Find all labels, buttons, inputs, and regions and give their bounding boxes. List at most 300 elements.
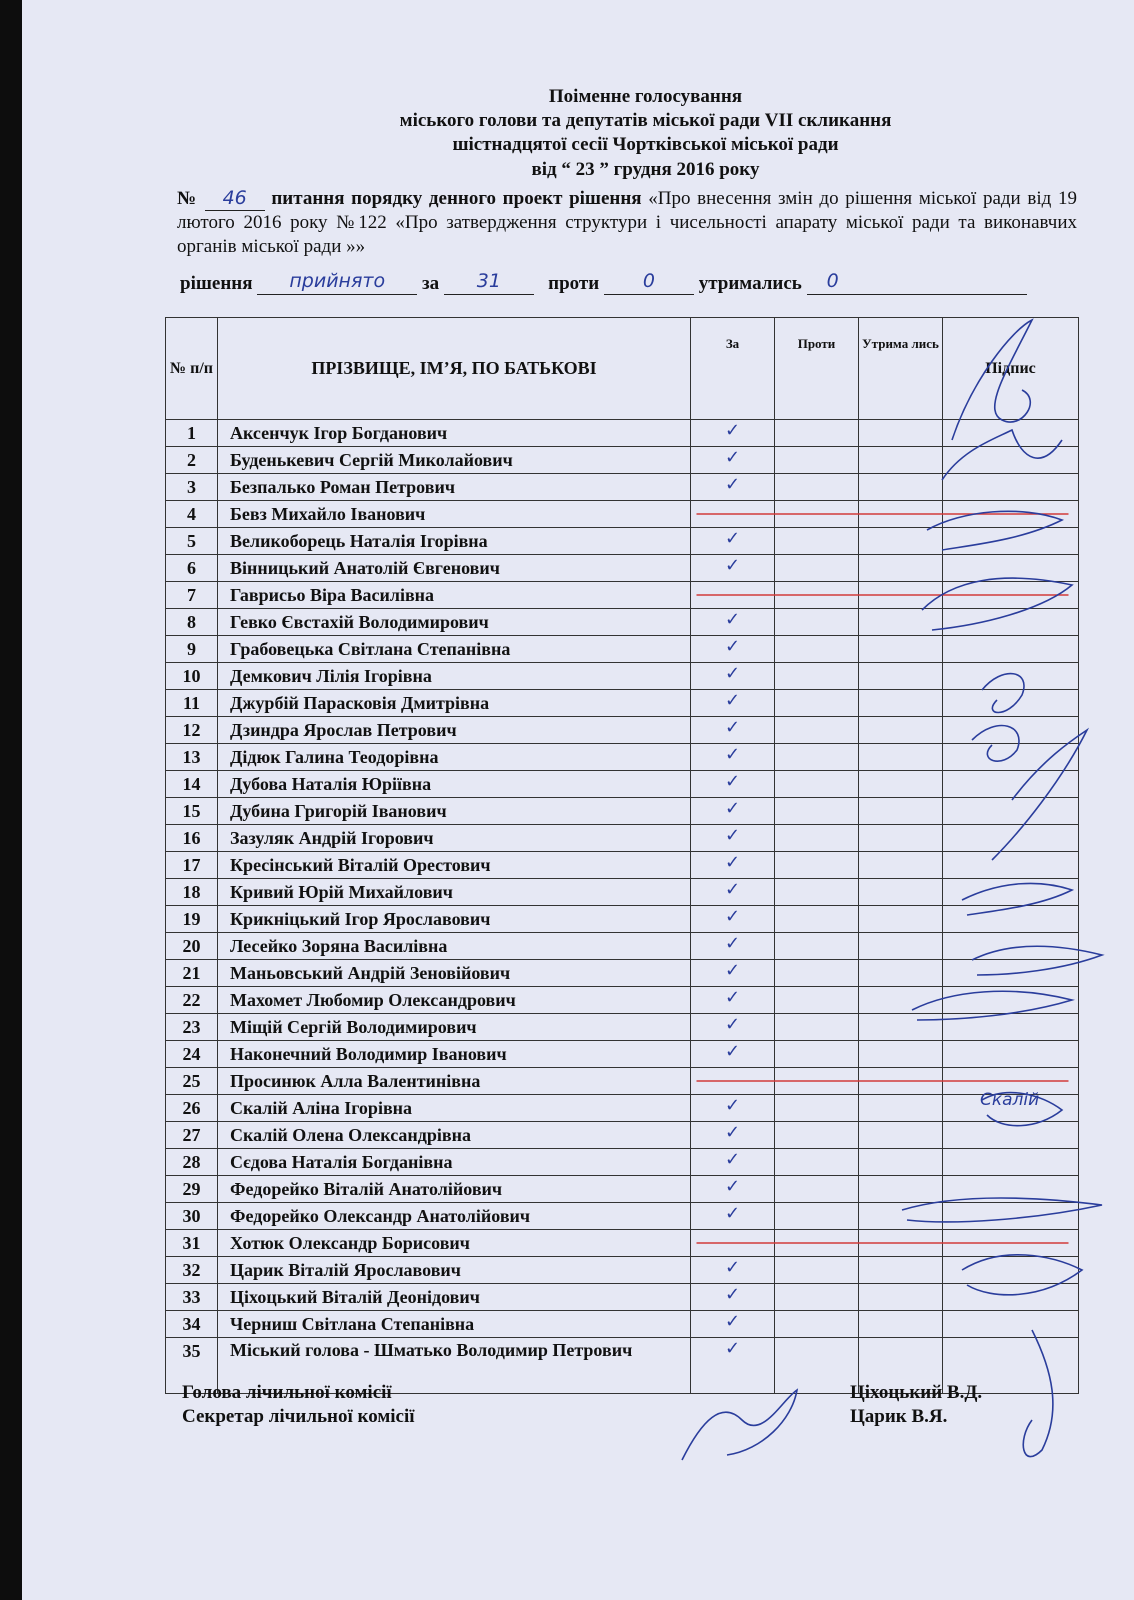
row-vote-against [775, 1257, 859, 1284]
question-number-label: № [177, 188, 199, 209]
decision-field: прийнято [257, 270, 417, 295]
row-vote-abstain [859, 879, 943, 906]
row-signature [943, 1041, 1079, 1068]
table-row [166, 987, 1079, 1014]
check-mark-icon: ✓ [724, 1284, 741, 1305]
row-vote-abstain [859, 1311, 943, 1338]
table-row [166, 690, 1079, 717]
row-number: 27 [166, 1122, 218, 1149]
row-signature [943, 1203, 1079, 1230]
row-vote-for [691, 852, 775, 879]
row-name: Гаврисьо Віра Василівна [218, 582, 691, 609]
row-signature [943, 906, 1079, 933]
check-mark-icon: ✓ [724, 798, 741, 819]
check-mark-icon: ✓ [724, 663, 741, 684]
row-vote-for [691, 663, 775, 690]
row-vote-against [775, 933, 859, 960]
signature-chair [682, 1390, 797, 1460]
row-vote-abstain [859, 1230, 943, 1257]
row-name: Царик Віталій Ярославович [218, 1257, 691, 1284]
row-number: 18 [166, 879, 218, 906]
check-mark-icon: ✓ [724, 1014, 741, 1035]
row-name: Міщій Сергій Володимирович [218, 1014, 691, 1041]
table-row [166, 663, 1079, 690]
table-row [166, 501, 1079, 528]
row-name: Демкович Лілія Ігорівна [218, 663, 691, 690]
row-number: 3 [166, 474, 218, 501]
row-vote-against [775, 555, 859, 582]
header-for: За [691, 318, 775, 420]
row-vote-for [691, 1230, 775, 1257]
doc-subtitle: міського голови та депутатів міської ради VII скликання [399, 110, 892, 131]
row-vote-abstain [859, 960, 943, 987]
row-signature [943, 582, 1079, 609]
row-vote-against [775, 987, 859, 1014]
table-row [166, 852, 1079, 879]
row-vote-against [775, 1311, 859, 1338]
row-number: 34 [166, 1311, 218, 1338]
row-vote-against [775, 1176, 859, 1203]
table-row [166, 447, 1079, 474]
row-vote-abstain [859, 1068, 943, 1095]
table-row [166, 1176, 1079, 1203]
row-vote-for [691, 960, 775, 987]
doc-title: Поіменне голосування [548, 86, 743, 107]
row-vote-for [691, 555, 775, 582]
row-vote-abstain [859, 690, 943, 717]
row-vote-for [691, 420, 775, 447]
row-signature [943, 717, 1079, 744]
table-row [166, 960, 1079, 987]
table-row [166, 636, 1079, 663]
header-name: ПРІЗВИЩЕ, ІМ’Я, ПО БАТЬКОВІ [218, 318, 691, 420]
table-row [166, 609, 1079, 636]
row-number: 4 [166, 501, 218, 528]
row-signature [943, 960, 1079, 987]
secretary-name: Царик В.Я. [850, 1406, 948, 1427]
row-number: 19 [166, 906, 218, 933]
table-row [166, 798, 1079, 825]
secretary-label: Секретар лічильної комісії [182, 1406, 415, 1427]
row-name: Дідюк Галина Теодорівна [218, 744, 691, 771]
abstain-count-field: 0 [807, 270, 1027, 295]
decision-label: рішення [180, 273, 253, 294]
row-vote-for [691, 1122, 775, 1149]
row-vote-for [691, 1338, 775, 1394]
row-name: Маньовський Андрій Зеновійович [218, 960, 691, 987]
check-mark-icon: ✓ [724, 1338, 741, 1359]
row-signature [943, 1284, 1079, 1311]
check-mark-icon: ✓ [724, 1203, 741, 1224]
row-signature [943, 447, 1079, 474]
row-vote-abstain [859, 1149, 943, 1176]
row-number: 17 [166, 852, 218, 879]
check-mark-icon: ✓ [724, 1122, 741, 1143]
row-vote-for [691, 609, 775, 636]
row-vote-for [691, 744, 775, 771]
row-signature [943, 771, 1079, 798]
row-number: 23 [166, 1014, 218, 1041]
row-vote-against [775, 501, 859, 528]
doc-date: від “ 23 ” грудня 2016 року [531, 159, 760, 180]
row-name: Ціхоцький Віталій Деонідович [218, 1284, 691, 1311]
row-name: Крикніцький Ігор Ярославович [218, 906, 691, 933]
table-row [166, 1257, 1079, 1284]
row-vote-abstain [859, 744, 943, 771]
check-mark-icon: ✓ [724, 1095, 741, 1116]
row-vote-abstain [859, 852, 943, 879]
row-number: 12 [166, 717, 218, 744]
result-line [180, 270, 1080, 295]
for-label: за [422, 273, 440, 294]
row-signature [943, 663, 1079, 690]
row-vote-abstain [859, 474, 943, 501]
row-name: Скалій Олена Олександрівна [218, 1122, 691, 1149]
chair-label: Голова лічильної комісії [182, 1382, 392, 1403]
row-vote-against [775, 1041, 859, 1068]
row-vote-for [691, 879, 775, 906]
row-signature [943, 555, 1079, 582]
table-row [166, 1122, 1079, 1149]
row-vote-for [691, 528, 775, 555]
row-name: Гевко Євстахій Володимирович [218, 609, 691, 636]
row-vote-against [775, 960, 859, 987]
row-vote-for [691, 933, 775, 960]
row-vote-abstain [859, 906, 943, 933]
row-vote-for [691, 474, 775, 501]
row-signature [943, 1257, 1079, 1284]
check-mark-icon: ✓ [724, 825, 741, 846]
check-mark-icon: ✓ [724, 879, 741, 900]
row-vote-abstain [859, 1095, 943, 1122]
check-mark-icon: ✓ [724, 717, 741, 738]
row-vote-for [691, 447, 775, 474]
row-name: Наконечний Володимир Іванович [218, 1041, 691, 1068]
row-number: 31 [166, 1230, 218, 1257]
row-vote-abstain [859, 771, 943, 798]
row-signature [943, 690, 1079, 717]
row-vote-against [775, 744, 859, 771]
row-name: Безпалько Роман Петрович [218, 474, 691, 501]
check-mark-icon: ✓ [724, 1257, 741, 1278]
row-vote-for [691, 1149, 775, 1176]
row-vote-for [691, 1311, 775, 1338]
row-vote-abstain [859, 1041, 943, 1068]
row-vote-against [775, 474, 859, 501]
row-vote-for [691, 690, 775, 717]
row-vote-against [775, 1068, 859, 1095]
row-vote-abstain [859, 420, 943, 447]
row-vote-against [775, 1122, 859, 1149]
row-signature [943, 528, 1079, 555]
check-mark-icon: ✓ [724, 744, 741, 765]
row-vote-against [775, 1095, 859, 1122]
question-bold-text: питання порядку денного проект рішення [271, 188, 642, 209]
row-signature [943, 852, 1079, 879]
check-mark-icon: ✓ [724, 420, 741, 441]
row-signature [943, 825, 1079, 852]
check-mark-icon: ✓ [724, 474, 741, 495]
check-mark-icon: ✓ [724, 1176, 741, 1197]
row-vote-against [775, 1338, 859, 1394]
row-vote-for [691, 1257, 775, 1284]
table-row [166, 906, 1079, 933]
row-vote-abstain [859, 528, 943, 555]
row-name: Черниш Світлана Степанівна [218, 1311, 691, 1338]
row-vote-abstain [859, 1284, 943, 1311]
row-signature [943, 636, 1079, 663]
row-vote-for [691, 1041, 775, 1068]
row-vote-for [691, 501, 775, 528]
doc-session: шістнадцятої сесії Чортківської міської ради [452, 134, 839, 155]
check-mark-icon: ✓ [724, 906, 741, 927]
row-vote-abstain [859, 1014, 943, 1041]
check-mark-icon: ✓ [724, 1311, 741, 1332]
table-row [166, 1095, 1079, 1122]
row-signature [943, 1068, 1079, 1095]
row-signature [943, 1014, 1079, 1041]
row-signature [943, 1095, 1079, 1122]
signature-text-skaliy: Скалій [980, 1090, 1040, 1110]
row-name: Грабовецька Світлана Степанівна [218, 636, 691, 663]
table-row [166, 1311, 1079, 1338]
row-signature [943, 501, 1079, 528]
row-signature [943, 1176, 1079, 1203]
table-row [166, 1230, 1079, 1257]
question-text: «Про внесення змін до рішення міської ради від 19 лютого 2016 року №122 «Про затвердження структури і чисельності апарату міської ради та виконавчих органів міської ради »» [177, 188, 1077, 257]
row-number: 22 [166, 987, 218, 1014]
table-row [166, 528, 1079, 555]
row-name: Просинюк Алла Валентинівна [218, 1068, 691, 1095]
row-signature [943, 1311, 1079, 1338]
row-vote-for [691, 582, 775, 609]
check-mark-icon: ✓ [724, 447, 741, 468]
row-vote-against [775, 1014, 859, 1041]
row-vote-against [775, 582, 859, 609]
row-number: 5 [166, 528, 218, 555]
check-mark-icon: ✓ [724, 690, 741, 711]
question-paragraph [177, 186, 1077, 259]
row-vote-for [691, 1284, 775, 1311]
row-number: 26 [166, 1095, 218, 1122]
row-vote-abstain [859, 447, 943, 474]
table-row [166, 1014, 1079, 1041]
table-row [166, 1149, 1079, 1176]
table-row [166, 1203, 1079, 1230]
abstain-label: утримались [698, 273, 802, 294]
row-name: Дубова Наталія Юріївна [218, 771, 691, 798]
check-mark-icon: ✓ [724, 636, 741, 657]
row-signature [943, 609, 1079, 636]
row-vote-for [691, 798, 775, 825]
check-mark-icon: ✓ [724, 933, 741, 954]
table-row [166, 879, 1079, 906]
row-vote-for [691, 717, 775, 744]
row-vote-for [691, 1176, 775, 1203]
row-vote-against [775, 636, 859, 663]
row-vote-against [775, 825, 859, 852]
against-count-field: 0 [604, 270, 694, 295]
row-name: Дзиндра Ярослав Петрович [218, 717, 691, 744]
row-name: Бевз Михайло Іванович [218, 501, 691, 528]
table-row [166, 771, 1079, 798]
table-row [166, 825, 1079, 852]
row-vote-for [691, 636, 775, 663]
row-vote-against [775, 1230, 859, 1257]
row-name: Зазуляк Андрій Ігорович [218, 825, 691, 852]
row-number: 7 [166, 582, 218, 609]
row-vote-against [775, 663, 859, 690]
row-vote-for [691, 1014, 775, 1041]
row-name: Махомет Любомир Олександрович [218, 987, 691, 1014]
row-vote-against [775, 1203, 859, 1230]
row-number: 9 [166, 636, 218, 663]
row-vote-abstain [859, 1122, 943, 1149]
table-row [166, 555, 1079, 582]
table-row [166, 744, 1079, 771]
row-signature [943, 474, 1079, 501]
row-vote-abstain [859, 555, 943, 582]
for-count-field: 31 [444, 270, 534, 295]
row-name: Великоборець Наталія Ігорівна [218, 528, 691, 555]
header-sign: Підпис [943, 318, 1079, 420]
against-label: проти [548, 273, 600, 294]
row-name: Дубина Григорій Іванович [218, 798, 691, 825]
row-vote-against [775, 420, 859, 447]
document-page [22, 0, 1134, 1600]
row-signature [943, 420, 1079, 447]
row-vote-for [691, 1095, 775, 1122]
row-number: 33 [166, 1284, 218, 1311]
row-vote-against [775, 528, 859, 555]
row-name: Буденькевич Сергій Миколайович [218, 447, 691, 474]
check-mark-icon: ✓ [724, 555, 741, 576]
row-signature [943, 1149, 1079, 1176]
row-number: 35 [166, 1338, 218, 1394]
row-vote-abstain [859, 717, 943, 744]
row-vote-for [691, 825, 775, 852]
row-name: Джурбій Парасковія Дмитрівна [218, 690, 691, 717]
row-signature [943, 798, 1079, 825]
row-signature [943, 1122, 1079, 1149]
table-row [166, 933, 1079, 960]
row-signature [943, 879, 1079, 906]
row-name: Вінницький Анатолій Євгенович [218, 555, 691, 582]
roll-call-table [165, 317, 1079, 1394]
row-vote-abstain [859, 609, 943, 636]
row-name: Лесейко Зоряна Василівна [218, 933, 691, 960]
row-number: 11 [166, 690, 218, 717]
row-number: 10 [166, 663, 218, 690]
row-signature [943, 987, 1079, 1014]
row-number: 15 [166, 798, 218, 825]
check-mark-icon: ✓ [724, 609, 741, 630]
table-row [166, 717, 1079, 744]
table-row [166, 474, 1079, 501]
row-signature [943, 1230, 1079, 1257]
row-number: 6 [166, 555, 218, 582]
table-row [166, 582, 1079, 609]
row-number: 1 [166, 420, 218, 447]
table-row [166, 1041, 1079, 1068]
row-number: 16 [166, 825, 218, 852]
row-vote-against [775, 771, 859, 798]
check-mark-icon: ✓ [724, 960, 741, 981]
row-vote-against [775, 717, 859, 744]
row-number: 25 [166, 1068, 218, 1095]
table-header-row [166, 318, 1079, 420]
row-name: Скалій Аліна Ігорівна [218, 1095, 691, 1122]
row-number: 8 [166, 609, 218, 636]
row-number: 32 [166, 1257, 218, 1284]
check-mark-icon: ✓ [724, 852, 741, 873]
row-vote-against [775, 798, 859, 825]
header-against: Проти [775, 318, 859, 420]
row-vote-against [775, 447, 859, 474]
row-vote-against [775, 609, 859, 636]
row-vote-against [775, 852, 859, 879]
header-num: № п/п [166, 318, 218, 420]
row-name: Хотюк Олександр Борисович [218, 1230, 691, 1257]
row-vote-abstain [859, 1257, 943, 1284]
row-name: Кривий Юрій Михайлович [218, 879, 691, 906]
row-vote-against [775, 879, 859, 906]
row-vote-abstain [859, 933, 943, 960]
row-name: Аксенчук Ігор Богданович [218, 420, 691, 447]
row-number: 13 [166, 744, 218, 771]
check-mark-icon: ✓ [724, 1149, 741, 1170]
row-signature [943, 933, 1079, 960]
row-vote-for [691, 906, 775, 933]
row-number: 14 [166, 771, 218, 798]
chair-name: Ціхоцький В.Д. [850, 1382, 983, 1403]
row-vote-against [775, 690, 859, 717]
row-vote-for [691, 987, 775, 1014]
row-vote-abstain [859, 663, 943, 690]
check-mark-icon: ✓ [724, 987, 741, 1008]
table-row [166, 420, 1079, 447]
table-row [166, 1284, 1079, 1311]
row-number: 21 [166, 960, 218, 987]
row-number: 30 [166, 1203, 218, 1230]
row-vote-against [775, 1284, 859, 1311]
row-name: Сєдова Наталія Богданівна [218, 1149, 691, 1176]
row-vote-for [691, 1068, 775, 1095]
row-vote-for [691, 771, 775, 798]
row-vote-abstain [859, 798, 943, 825]
row-number: 2 [166, 447, 218, 474]
row-name: Федорейко Віталій Анатолійович [218, 1176, 691, 1203]
row-name: Федорейко Олександр Анатолійович [218, 1203, 691, 1230]
row-name: Кресінський Віталій Орестович [218, 852, 691, 879]
row-name: Міський голова - Шматько Володимир Петрович [218, 1338, 691, 1394]
row-vote-abstain [859, 582, 943, 609]
row-vote-abstain [859, 1203, 943, 1230]
row-vote-for [691, 1203, 775, 1230]
row-number: 24 [166, 1041, 218, 1068]
row-signature [943, 744, 1079, 771]
row-vote-against [775, 906, 859, 933]
check-mark-icon: ✓ [724, 1041, 741, 1062]
row-number: 29 [166, 1176, 218, 1203]
row-vote-abstain [859, 501, 943, 528]
check-mark-icon: ✓ [724, 771, 741, 792]
row-vote-abstain [859, 825, 943, 852]
question-number-field: 46 [205, 186, 265, 211]
row-vote-abstain [859, 987, 943, 1014]
row-number: 28 [166, 1149, 218, 1176]
row-number: 20 [166, 933, 218, 960]
